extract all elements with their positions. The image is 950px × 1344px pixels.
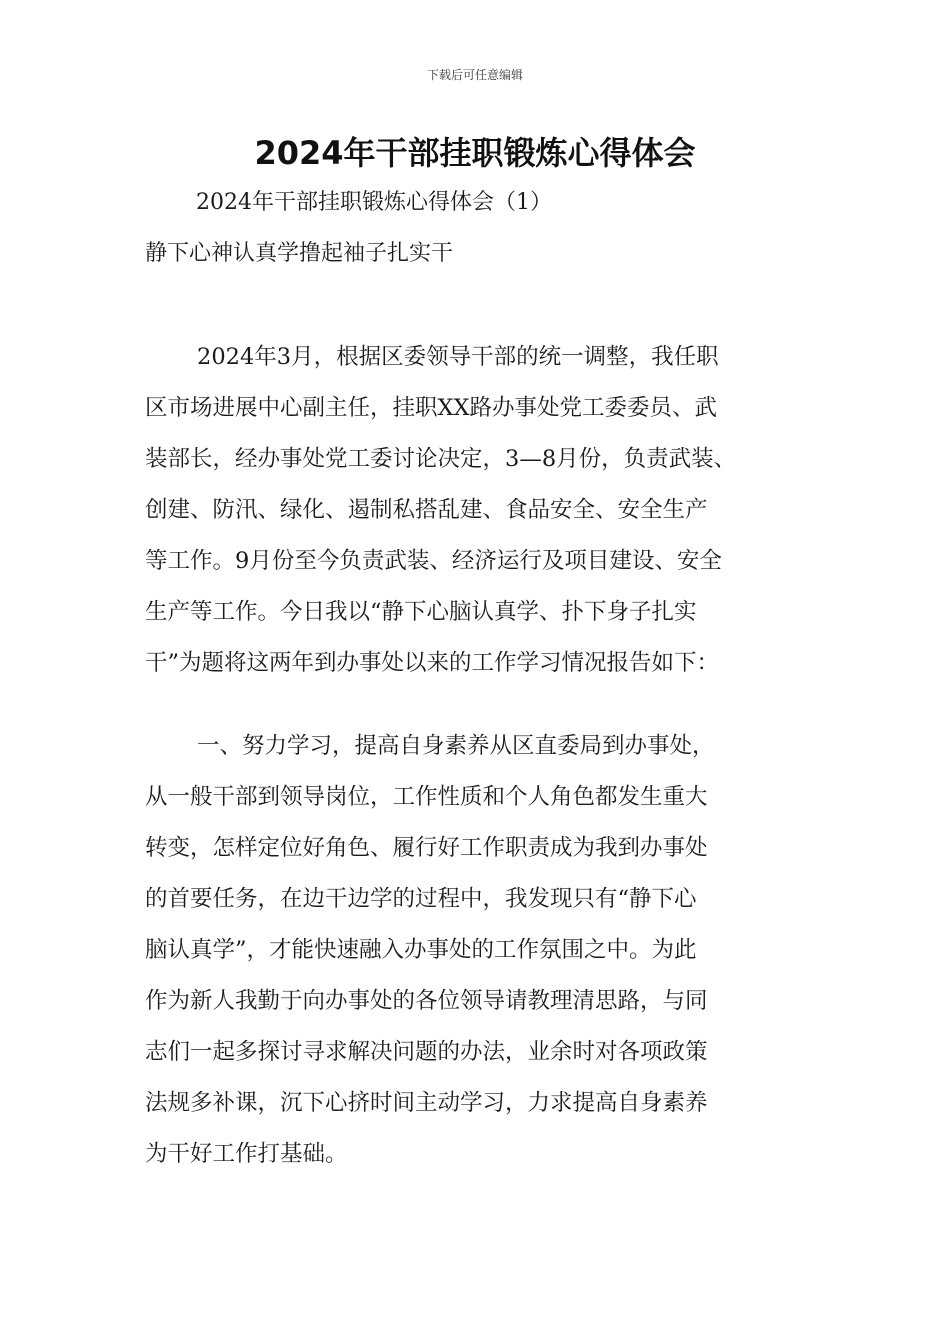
- paragraph-line: 2024年3月，根据区委领导干部的统一调整，我任职: [197, 344, 719, 370]
- paragraph-line: 脑认真学”，才能快速融入办事处的工作氛围之中。为此: [145, 937, 697, 963]
- paragraph-line: 等工作。9月份至今负责武装、经济运行及项目建设、安全: [145, 548, 722, 574]
- paragraph-line: 区市场进展中心副主任，挂职XX路办事处党工委委员、武: [145, 395, 718, 421]
- paragraph-2: [145, 721, 815, 1180]
- paragraph-line: 从一般干部到领导岗位，工作性质和个人角色都发生重大: [145, 784, 708, 810]
- paragraph-line: 法规多补课，沉下心挤时间主动学习，力求提高自身素养: [145, 1090, 708, 1116]
- document-title: 2024年干部挂职锻炼心得体会: [254, 134, 696, 172]
- paragraph-1: [145, 332, 815, 689]
- header-note: 下载后可任意编辑: [426, 68, 523, 82]
- paragraph-line: 生产等工作。今日我以“静下心脑认真学、扑下身子扎实: [145, 599, 697, 625]
- section-slogan: 静下心神认真学撸起袖子扎实干: [145, 241, 454, 266]
- paragraph-line: 转变，怎样定位好角色、履行好工作职责成为我到办事处: [145, 835, 708, 861]
- paragraph-line: 一、努力学习，提高自身素养从区直委局到办事处，: [197, 733, 715, 759]
- paragraph-line: 装部长，经办事处党工委讨论决定，3—8月份，负责武装、: [145, 446, 737, 472]
- document-subtitle: 2024年干部挂职锻炼心得体会（1）: [196, 190, 552, 215]
- paragraph-line: 作为新人我勤于向办事处的各位领导请教理清思路，与同: [145, 988, 708, 1014]
- paragraph-line: 创建、防汛、绿化、遏制私搭乱建、食品安全、安全生产: [145, 497, 708, 523]
- paragraph-line: 干”为题将这两年到办事处以来的工作学习情况报告如下：: [145, 650, 720, 676]
- paragraph-line: 为干好工作打基础。: [145, 1141, 348, 1167]
- paragraph-line: 志们一起多探讨寻求解决问题的办法，业余时对各项政策: [145, 1039, 708, 1065]
- paragraph-line: 的首要任务，在边干边学的过程中，我发现只有“静下心: [145, 886, 697, 912]
